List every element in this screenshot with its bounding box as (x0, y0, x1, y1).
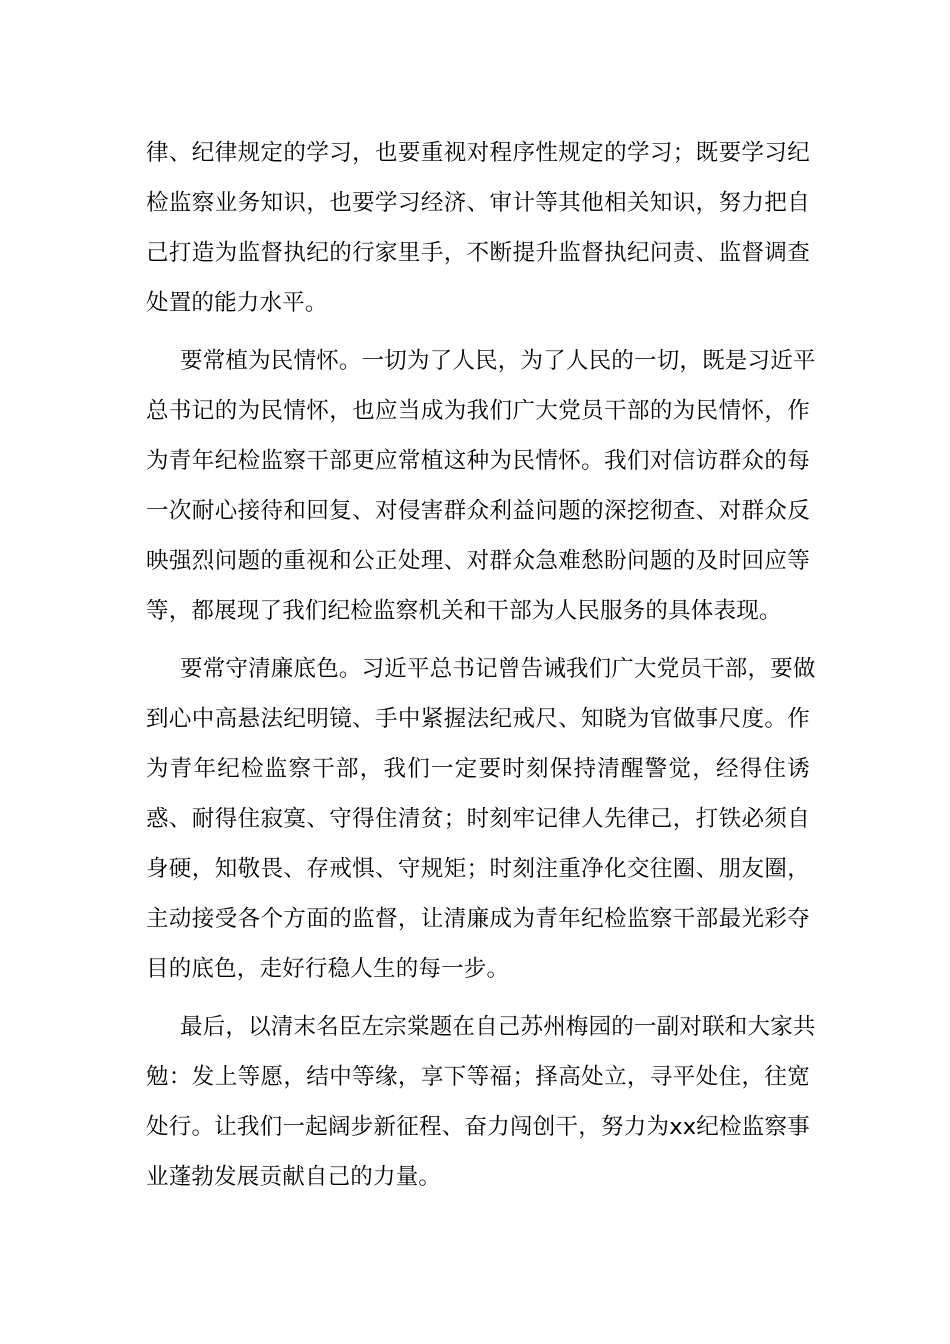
paragraph-closing (146, 1002, 816, 1202)
text-line: 惑、耐得住寂寞、守得住清贫；时刻牢记律人先律己，打铁必须自 (146, 806, 810, 832)
document-body (146, 128, 816, 1202)
text-line: 到心中高悬法纪明镜、手中紧握法纪戒尺、知晓为官做事尺度。作 (146, 706, 810, 732)
text-line: 身硬，知敬畏、存戒惧、守规矩；时刻注重净化交往圈、朋友圈， (146, 856, 810, 882)
text-line: 总书记的为民情怀，也应当成为我们广大党员干部的为民情怀，作 (146, 398, 810, 424)
text-line: 一次耐心接待和回复、对侵害群众利益问题的深挖彻查、对群众反 (146, 498, 810, 524)
text-line: 映强烈问题的重视和公正处理、对群众急难愁盼问题的及时回应等 (146, 548, 810, 574)
text-line: 勉：发上等愿，结中等缘，享下等福；择高处立，寻平处住，往宽 (146, 1064, 810, 1090)
text-line: 要常植为民情怀。一切为了人民，为了人民的一切，既是习近平 (180, 348, 816, 374)
text-line: 目的底色，走好行稳人生的每一步。 (146, 956, 510, 982)
text-line: 律、纪律规定的学习，也要重视对程序性规定的学习；既要学习纪 (146, 140, 810, 166)
text-line: 等，都展现了我们纪检监察机关和干部为人民服务的具体表现。 (146, 598, 782, 624)
text-line: 为青年纪检监察干部更应常植这种为民情怀。我们对信访群众的每 (146, 448, 810, 474)
paragraph-people-sentiment (146, 336, 816, 636)
paragraph-study-continuation (146, 128, 810, 328)
text-line: 检监察业务知识，也要学习经济、审计等其他相关知识，努力把自 (146, 190, 810, 216)
text-line: 要常守清廉底色。习近平总书记曾告诫我们广大党员干部，要做 (180, 656, 816, 682)
text-line: 主动接受各个方面的监督，让清廉成为青年纪检监察干部最光彩夺 (146, 906, 810, 932)
paragraph-integrity (146, 644, 816, 994)
text-line: 为青年纪检监察干部，我们一定要时刻保持清醒警觉，经得住诱 (146, 756, 810, 782)
text-line: 己打造为监督执纪的行家里手，不断提升监督执纪问责、监督调查 (146, 240, 810, 266)
text-line: 最后，以清末名臣左宗棠题在自己苏州梅园的一副对联和大家共 (180, 1014, 816, 1040)
text-line: 处置的能力水平。 (146, 290, 328, 316)
text-line: 处行。让我们一起阔步新征程、奋力闯创干，努力为xx纪检监察事 (146, 1114, 810, 1140)
text-line: 业蓬勃发展贡献自己的力量。 (146, 1164, 442, 1190)
